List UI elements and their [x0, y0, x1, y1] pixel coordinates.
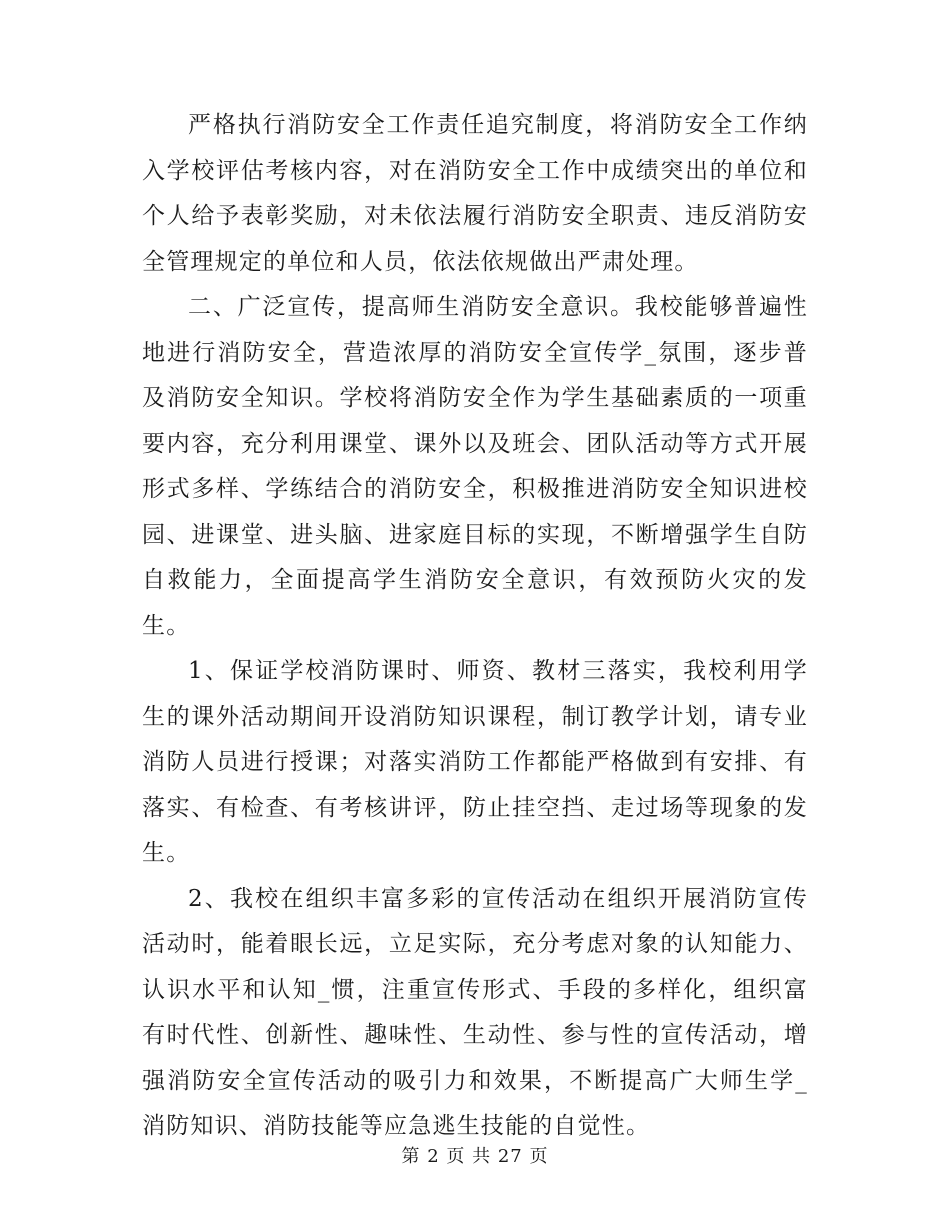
page-number-footer: 第 2 页 共 27 页 — [401, 1146, 549, 1167]
document-body — [142, 103, 808, 1150]
paragraph-item-2: 2、我校在组织丰富多彩的宣传活动在组织开展消防宣传活动时，能着眼长远，立足实际，充分考虑对象的认知能力、认识水平和认知_惯，注重宣传形式、手段的多样化，组织富有时代性、创新性、趣味性、生动性、参与性的宣传活动，增强消防安全宣传活动的吸引力和效果，不断提高广大师生学_消防知识、消防技能等应急逃生技能的自觉性。 — [142, 885, 808, 1139]
paragraph-publicity: 二、广泛宣传，提高师生消防安全意识。我校能够普遍性地进行消防安全，营造浓厚的消防安全宣传学_氛围，逐步普及消防安全知识。学校将消防安全作为学生基础素质的一项重要内容，充分利用课堂、课外以及班会、团队活动等方式开展形式多样、学练结合的消防安全，积极推进消防安全知识进校园、进课堂、进头脑、进家庭目标的实现，不断增强学生自防自救能力，全面提高学生消防安全意识，有效预防火灾的发生。 — [142, 294, 808, 639]
paragraph-item-1: 1、保证学校消防课时、师资、教材三落实，我校利用学生的课外活动期间开设消防知识课程，制订教学计划，请专业消防人员进行授课；对落实消防工作都能严格做到有安排、有落实、有检查、有考核讲评，防止挂空挡、走过场等现象的发生。 — [142, 658, 808, 866]
paragraph-accountability: 严格执行消防安全工作责任追究制度，将消防安全工作纳入学校评估考核内容，对在消防安全工作中成绩突出的单位和个人给予表彰奖励，对未依法履行消防安全职责、违反消防安全管理规定的单位和人员，依法依规做出严肃处理。 — [142, 112, 808, 275]
